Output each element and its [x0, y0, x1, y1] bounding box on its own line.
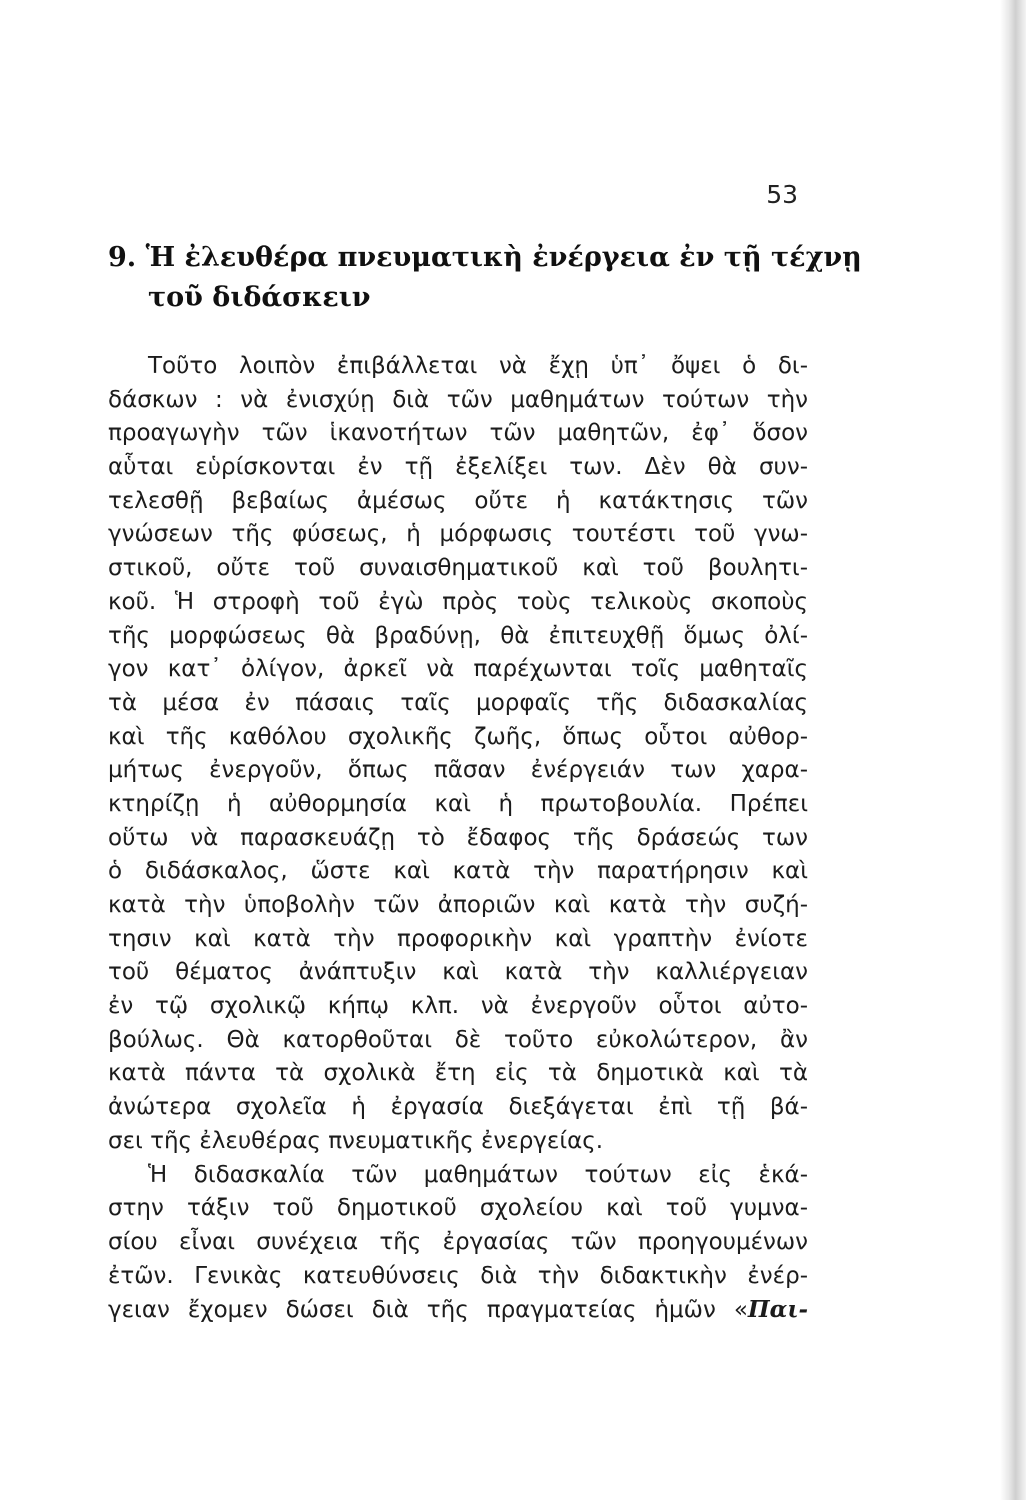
page-number: 53 — [766, 180, 798, 209]
text-line: στικοῦ, οὔτε τοῦ συναισθηματικοῦ καὶ τοῦ βουλητι- — [108, 555, 808, 582]
section-heading-line-2: τοῦ διδάσκειν — [148, 282, 371, 313]
body-text — [108, 350, 808, 1327]
text-line: στην τάξιν τοῦ δημοτικοῦ σχολείου καὶ τοῦ γυμνα- — [108, 1195, 808, 1222]
text-line: τὰ μέσα ἐν πάσαις ταῖς μορφαῖς τῆς διδασκαλίας — [108, 689, 808, 716]
text-line: κοῦ. Ἡ στροφὴ τοῦ ἐγὼ πρὸς τοὺς τελικοὺς σκοποὺς — [108, 588, 808, 615]
text-line: βούλως. Θὰ κατορθοῦται δὲ τοῦτο εὐκολώτερον, ἂν — [108, 1026, 808, 1053]
text-line: ἐν τῷ σχολικῷ κήπῳ κλπ. νὰ ἐνεργοῦν οὗτοι αὐτο- — [108, 993, 808, 1020]
section-heading — [108, 238, 862, 318]
text-line-start: γειαν ἔχομεν δώσει διὰ τῆς πραγματείας ἡμῶν « — [108, 1297, 748, 1324]
paragraph-2 — [108, 1159, 808, 1327]
text-line: Τοῦτο λοιπὸν ἐπιβάλλεται νὰ ἔχῃ ὑπ᾽ ὄψει ὁ δι- — [148, 353, 808, 379]
text-line: αὗται εὑρίσκονται ἐν τῇ ἐξελίξει των. Δὲν θὰ συν- — [108, 454, 808, 481]
paragraph-1 — [108, 350, 808, 1159]
text-line: σει τῆς ἐλευθέρας πνευματικῆς ἐνεργείας. — [108, 1127, 604, 1154]
section-heading-line-1: 9. Ἡ ἐλευθέρα πνευματικὴ ἐνέργεια ἐν τῇ τέχνῃ — [108, 242, 862, 273]
text-line: ἐτῶν. Γενικὰς κατευθύνσεις διὰ τὴν διδακτικὴν ἐνέρ- — [108, 1262, 808, 1289]
text-line: τησιν καὶ κατὰ τὴν προφορικὴν καὶ γραπτὴν ἐνίοτε — [108, 925, 808, 952]
text-line: προαγωγὴν τῶν ἱκανοτήτων τῶν μαθητῶν, ἐφ᾽ ὅσον — [108, 420, 808, 447]
text-line: τῆς μορφώσεως θὰ βραδύνῃ, θὰ ἐπιτευχθῇ ὅμως ὀλί- — [108, 622, 808, 649]
text-line: ὁ διδάσκαλος, ὥστε καὶ κατὰ τὴν παρατήρησιν καὶ — [108, 858, 808, 885]
text-line: σίου εἶναι συνέχεια τῆς ἐργασίας τῶν προηγουμένων — [108, 1228, 808, 1255]
text-line: γνώσεων τῆς φύσεως, ἡ μόρφωσις τουτέστι τοῦ γνω- — [108, 521, 808, 548]
text-line: καὶ τῆς καθόλου σχολικῆς ζωῆς, ὅπως οὗτοι αὐθορ- — [108, 723, 808, 750]
text-line: κατὰ πάντα τὰ σχολικὰ ἔτη εἰς τὰ δημοτικὰ καὶ τὰ — [108, 1060, 808, 1087]
text-line: ἀνώτερα σχολεῖα ἡ ἐργασία διεξάγεται ἐπὶ τῇ βά- — [108, 1094, 808, 1121]
emphasized-title-fragment: Παι- — [747, 1296, 808, 1324]
text-line: τελεσθῇ βεβαίως ἀμέσως οὔτε ἡ κατάκτησις τῶν — [108, 487, 808, 514]
text-line: οὕτω νὰ παρασκευάζῃ τὸ ἔδαφος τῆς δράσεώς των — [108, 824, 808, 851]
text-line: Ἡ διδασκαλία τῶν μαθημάτων τούτων εἰς ἑκά- — [148, 1161, 808, 1188]
text-line: γον κατ᾽ ὀλίγον, ἀρκεῖ νὰ παρέχωνται τοῖς μαθηταῖς — [108, 656, 808, 683]
page-edge-shadow — [1000, 0, 1026, 1500]
text-line: δάσκων : νὰ ἐνισχύῃ διὰ τῶν μαθημάτων τούτων τὴν — [108, 386, 808, 413]
text-line: κατὰ τὴν ὑποβολὴν τῶν ἀποριῶν καὶ κατὰ τὴν συζή- — [108, 892, 808, 918]
text-line: μήτως ἐνεργοῦν, ὅπως πᾶσαν ἐνέργειάν των χαρα- — [108, 757, 808, 784]
text-line: κτηρίζῃ ἡ αὐθορμησία καὶ ἡ πρωτοβουλία. Πρέπει — [108, 790, 808, 817]
text-line-with-emphasis — [108, 1293, 808, 1327]
text-line: τοῦ θέματος ἀνάπτυξιν καὶ κατὰ τὴν καλλιέργειαν — [108, 959, 808, 986]
